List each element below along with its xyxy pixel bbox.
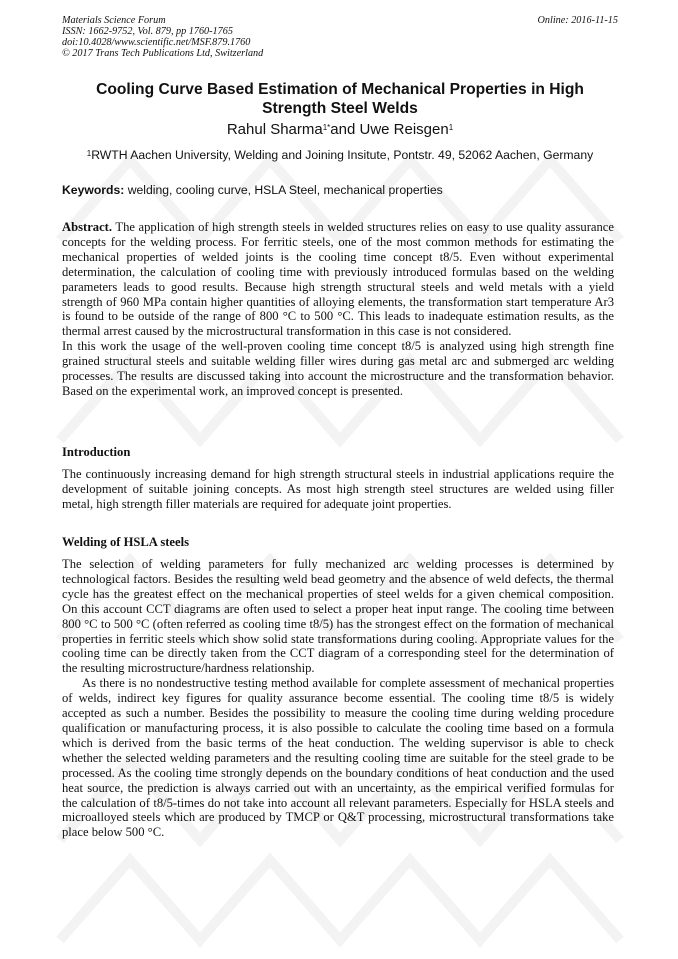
author-line	[62, 121, 618, 139]
abstract-paragraph-2: In this work the usage of the well-proven cooling time concept t8/5 is analyzed using high strength fine grained structural steels and suitable welding filler wires during gas metal arc and submerged arc welding processes. The results are discussed taking into account the microstructure and the transformation behavior. Based on the experimental work, an improved concept is presented.	[62, 339, 614, 398]
keywords-label: Keywords:	[62, 183, 125, 197]
abstract-label: Abstract.	[62, 220, 113, 234]
introduction-body	[62, 467, 614, 512]
author-2-marker: 1	[448, 123, 454, 132]
keywords	[62, 183, 618, 198]
author-2: and Uwe Reisgen	[330, 121, 449, 138]
hsla-paragraph-1: The selection of welding parameters for fully mechanized arc welding processes is determined by technological factors. Besides the resulting weld bead geometry and the absence of weld defects, the thermal cycle has the greatest effect on the mechanical properties of steel welds for a given chemical composition. On this account CCT diagrams are often used to select a proper heat input range. The cooling time between 800 °C to 500 °C (often referred as cooling time t8/5) has the strongest effect on the formation of mechanical properties in ferritic steels which show solid state transformations during cooling. Appropriate values for the cooling time can be directly taken from the CCT diagram of a corresponding steel for the determination of the resulting microstructure/hardness relationship.	[62, 557, 614, 676]
issn-line: ISSN: 1662-9752, Vol. 879, pp 1760-1765	[62, 26, 233, 37]
journal-header	[62, 15, 618, 59]
paper-title: Cooling Curve Based Estimation of Mechanical Properties in High Strength Steel Welds	[96, 81, 584, 117]
affiliation	[62, 148, 618, 163]
hsla-heading: Welding of HSLA steels	[62, 535, 190, 549]
hsla-body	[62, 557, 614, 840]
introduction-paragraph: The continuously increasing demand for high strength structural steels in industrial applications require the development of suitable joining concepts. As most high strength steel structures are welded using filler metal, high strength filler materials are required for adequate joint properties.	[62, 467, 614, 511]
hsla-paragraph-2: As there is no nondestructive testing method available for complete assessment of mechanical properties of welds, indirect key figures for quality assurance become essential. The cooling time t8/5 is widely accepted as such a number. Besides the possibility to measure the cooling time during welding procedure qualification or manufacturing process, it is also possible to calculate the cooling time based on a formula which is derived from the basic terms of the heat conduction. The welding supervisor is able to check whether the selected welding parameters and the resulting cooling time are suitable for the steel grade to be processed. As the cooling time strongly depends on the boundary conditions of heat conduction and the used heat source, the prediction is always carried out with an uncertainty, as the empirical verified formulas for the calculation of t8/5-times do not take into account all relevant parameters. Especially for HSLA steels and microalloyed steels which are produced by TMCP or Q&T processing, microstructural transformations take place below 500 °C.	[62, 676, 614, 840]
copyright-line: © 2017 Trans Tech Publications Ltd, Switzerland	[62, 48, 264, 59]
doi-line: doi:10.4028/www.scientific.net/MSF.879.1760	[62, 37, 251, 48]
keywords-text: welding, cooling curve, HSLA Steel, mechanical properties	[124, 183, 443, 197]
author-1-marker: 1*	[322, 123, 331, 132]
abstract-paragraph-1	[62, 220, 614, 339]
abstract-text-1: The application of high strength steels in welded structures relies on easy to use quality assurance concepts for the welding process. For ferritic steels, one of the most common methods for estimating the mechanical properties of welded joints is the cooling time concept t8/5. Even without experimental determination, the calculation of cooling time with previously introduced formulas based on the welding parameters leads to good results. Because high strength structural steels and weld metals with a yield strength of 960 MPa contain higher quantities of alloying elements, the transformation start temperature Ar3 is found to be outside of the range of 800 °C to 500 °C. This leads to inadequate estimation results, as the thermal arrest caused by the microstructural transformation in this case is not considered.	[62, 220, 614, 339]
journal-name: Materials Science Forum	[62, 15, 166, 26]
introduction-heading: Introduction	[62, 445, 131, 459]
abstract	[62, 220, 614, 399]
online-date: Online: 2016-11-15	[537, 15, 618, 26]
affiliation-text: RWTH Aachen University, Welding and Joining Insitute, Pontstr. 49, 52062 Aachen, Germany	[91, 148, 594, 162]
affiliation-marker: 1	[86, 149, 92, 158]
author-1: Rahul Sharma	[226, 121, 323, 138]
